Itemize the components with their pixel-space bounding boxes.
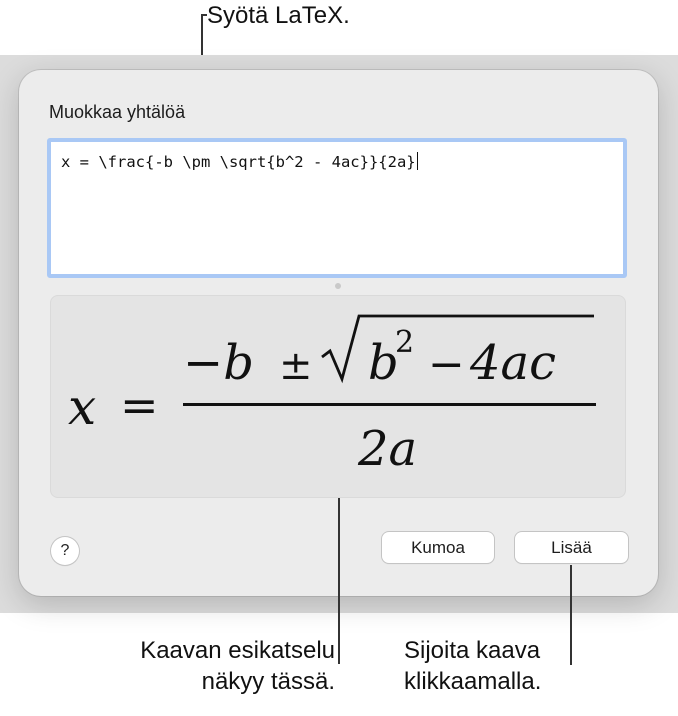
callout-preview (140, 635, 335, 697)
preview-denominator: 2a (358, 421, 418, 477)
callout-insert-line1: Sijoita kaava (404, 637, 541, 664)
help-button[interactable]: ? (51, 537, 79, 565)
leader-line-latex-tick (201, 14, 207, 16)
leader-line-preview (338, 498, 340, 664)
preview-four-ac: 4ac (470, 335, 557, 391)
text-caret (417, 152, 418, 170)
callout-preview-line1: Kaavan esikatselu (140, 637, 335, 664)
preview-neg-b: −b (183, 335, 254, 391)
preview-exponent: 2 (395, 325, 415, 360)
equation-preview-render (50, 295, 626, 498)
equation-preview (50, 295, 626, 498)
callout-insert (404, 635, 594, 697)
preview-plus-minus: ± (279, 343, 313, 389)
preview-b: b (368, 335, 399, 391)
insert-button[interactable]: Lisää (515, 532, 628, 563)
resize-handle[interactable] (335, 283, 341, 289)
callout-insert-line2: klikkaamalla. (404, 668, 542, 695)
latex-input-text: x = \frac{-b \pm \sqrt{b^2 - 4ac}}{2a} (61, 153, 416, 171)
preview-lhs: x (68, 378, 97, 436)
preview-equals: = (120, 378, 159, 432)
callout-enter-latex: Syötä LaTeX. (207, 2, 350, 29)
preview-minus: − (428, 339, 465, 390)
preview-fraction-bar (183, 403, 596, 406)
dialog-title: Muokkaa yhtälöä (49, 102, 186, 122)
cancel-button[interactable]: Kumoa (382, 532, 494, 563)
latex-input[interactable] (47, 138, 627, 278)
callout-preview-line2: näkyy tässä. (201, 668, 335, 695)
